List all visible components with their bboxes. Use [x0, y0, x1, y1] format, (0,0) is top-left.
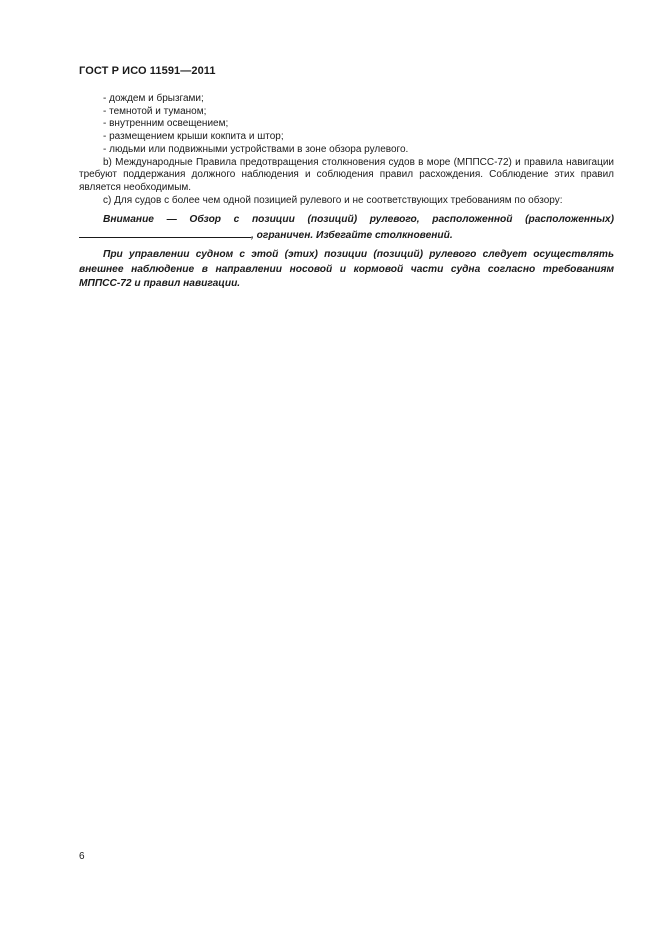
warning-lead: Внимание — Обзор с позиции (позиций) рулевого, расположенной (расположенных) — [103, 214, 614, 226]
document-body — [79, 93, 614, 291]
document-header: ГОСТ Р ИСО 11591—2011 — [79, 65, 216, 77]
warning-instruction: При управлении судном с этой (этих) позиции (позиций) рулевого следует осуществлять внешнее наблюдение в направлении носовой и кормовой части судна согласно требованиям МППСС-72 и правил навигации. — [79, 249, 614, 289]
warning-notice — [79, 213, 614, 243]
fill-in-blank — [79, 228, 251, 238]
paragraph-b: b) Международные Правила предотвращения столкновения судов в море (МППСС-72) и правила навигации требуют поддержания должного наблюдения и соблюдения правил расхождения. Соблюдение этих правил является необходимым. — [79, 156, 614, 193]
list-item: - внутренним освещением; — [103, 118, 229, 130]
warning-tail: , ограничен. Избегайте столкновений. — [251, 229, 453, 241]
list-item: - дождем и брызгами; — [103, 93, 204, 104]
paragraph-c: c) Для судов с более чем одной позицией рулевого и не соответствующих требованиям по обзору: — [103, 194, 563, 206]
list-item: - людьми или подвижными устройствами в зоне обзора рулевого. — [103, 143, 409, 155]
page-number: 6 — [79, 851, 85, 862]
list-item: - темнотой и туманом; — [103, 105, 207, 117]
list-item: - размещением крыши кокпита и штор; — [103, 131, 284, 143]
